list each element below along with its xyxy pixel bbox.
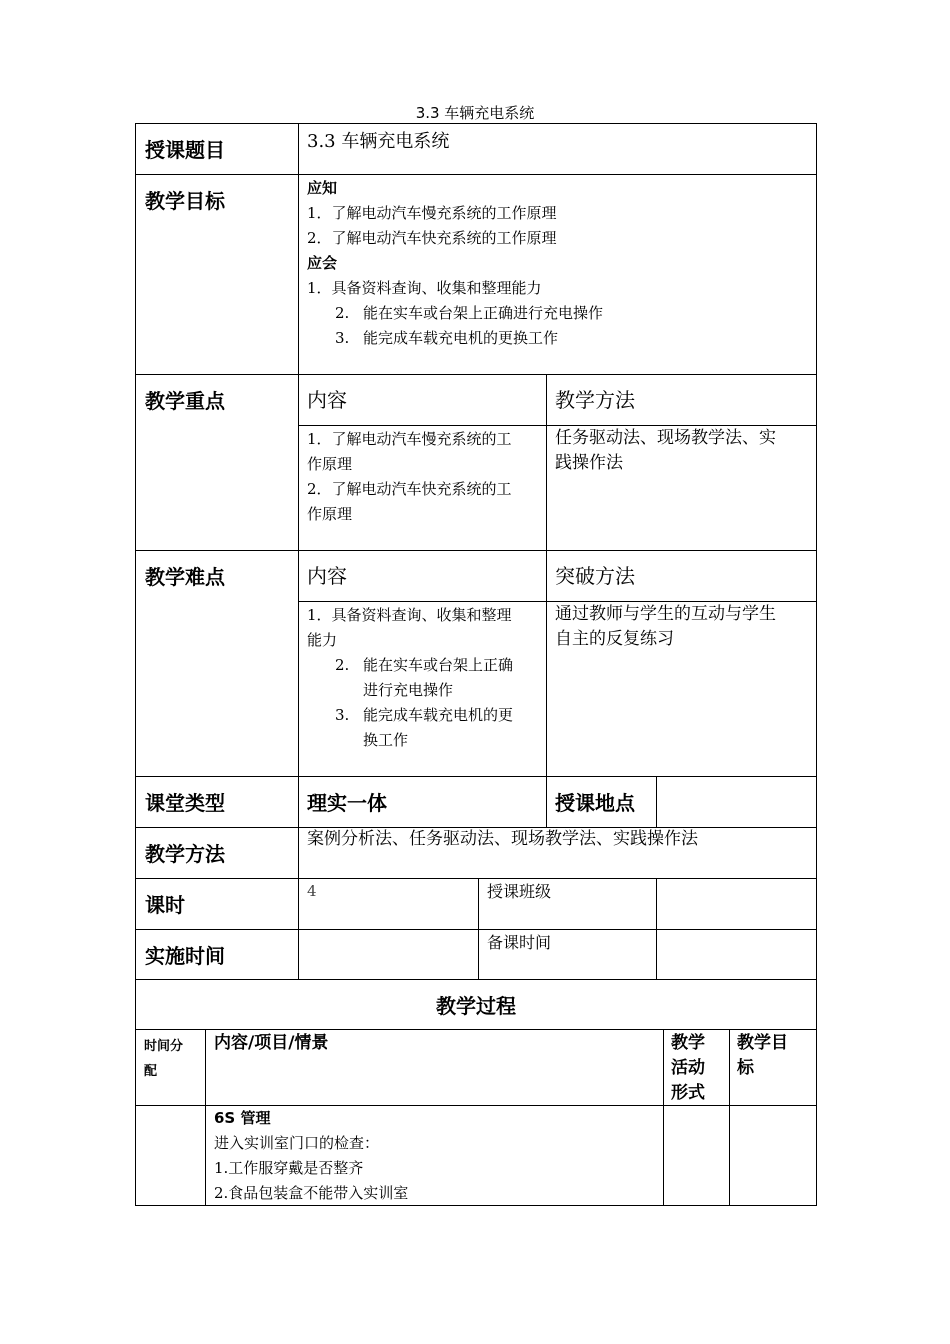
page-title: 3.3 车辆充电系统 bbox=[415, 104, 535, 122]
topic-label: 授课题目 bbox=[145, 138, 225, 162]
hours-value: 4 bbox=[307, 882, 317, 900]
know-item: 1．了解电动汽车慢充系统的工作原理 bbox=[307, 204, 557, 222]
teaching-method-value: 案例分析法、任务驱动法、现场教学法、实践操作法 bbox=[307, 829, 698, 849]
key-points-label: 教学重点 bbox=[145, 389, 225, 413]
process-row-content: 6S 管理 进入实训室门口的检查： 1.工作服穿戴是否整齐 2.食品包装盒不能带入实训室 bbox=[214, 1106, 408, 1206]
col-time-header: 时间分 配 bbox=[144, 1039, 184, 1079]
process-row-heading: 6S 管理 bbox=[214, 1109, 271, 1127]
col-goal-header: 教学目 标 bbox=[737, 1033, 788, 1078]
can-item: 1．具备资料查询、收集和整理能力 bbox=[307, 279, 542, 297]
class-group-label: 授课班级 bbox=[487, 882, 552, 901]
location-label: 授课地点 bbox=[555, 791, 635, 815]
key-points-method: 任务驱动法、现场教学法、实 践操作法 bbox=[555, 428, 776, 473]
know-heading: 应知 bbox=[307, 179, 338, 197]
objectives-content bbox=[307, 176, 603, 351]
can-heading: 应会 bbox=[307, 254, 338, 272]
can-item: 2. 能在实车或台架上正确进行充电操作 bbox=[335, 304, 604, 322]
can-item: 3. 能完成车载充电机的更换工作 bbox=[335, 329, 559, 347]
key-points-content: 1．了解电动汽车慢充系统的工 作原理 2．了解电动汽车快充系统的工 作原理 bbox=[307, 430, 512, 523]
difficulties-content: 1．具备资料查询、收集和整理 能力 2. 能在实车或台架上正确 进行充电操作 3. 能完成车载充电机的更 换工作 bbox=[307, 606, 514, 749]
process-title: 教学过程 bbox=[436, 994, 516, 1018]
key-points-content-header: 内容 bbox=[307, 388, 347, 412]
hours-label: 课时 bbox=[145, 893, 185, 917]
class-type-value: 理实一体 bbox=[307, 791, 387, 815]
difficulties-label: 教学难点 bbox=[145, 565, 225, 589]
difficulties-method: 通过教师与学生的互动与学生 自主的反复练习 bbox=[555, 604, 776, 649]
key-points-method-header: 教学方法 bbox=[555, 388, 635, 412]
schedule-label: 实施时间 bbox=[145, 944, 225, 968]
know-item: 2．了解电动汽车快充系统的工作原理 bbox=[307, 229, 557, 247]
topic-value: 3.3 车辆充电系统 bbox=[307, 131, 450, 152]
objectives-label: 教学目标 bbox=[145, 189, 225, 213]
col-content-header: 内容/项目/情景 bbox=[214, 1033, 329, 1053]
difficulties-method-header: 突破方法 bbox=[555, 564, 635, 588]
teaching-method-label: 教学方法 bbox=[145, 842, 225, 866]
col-activity-header: 教学 活动 形式 bbox=[671, 1033, 705, 1103]
prep-time-label: 备课时间 bbox=[487, 933, 552, 952]
difficulties-content-header: 内容 bbox=[307, 564, 347, 588]
class-type-label: 课堂类型 bbox=[145, 791, 225, 815]
